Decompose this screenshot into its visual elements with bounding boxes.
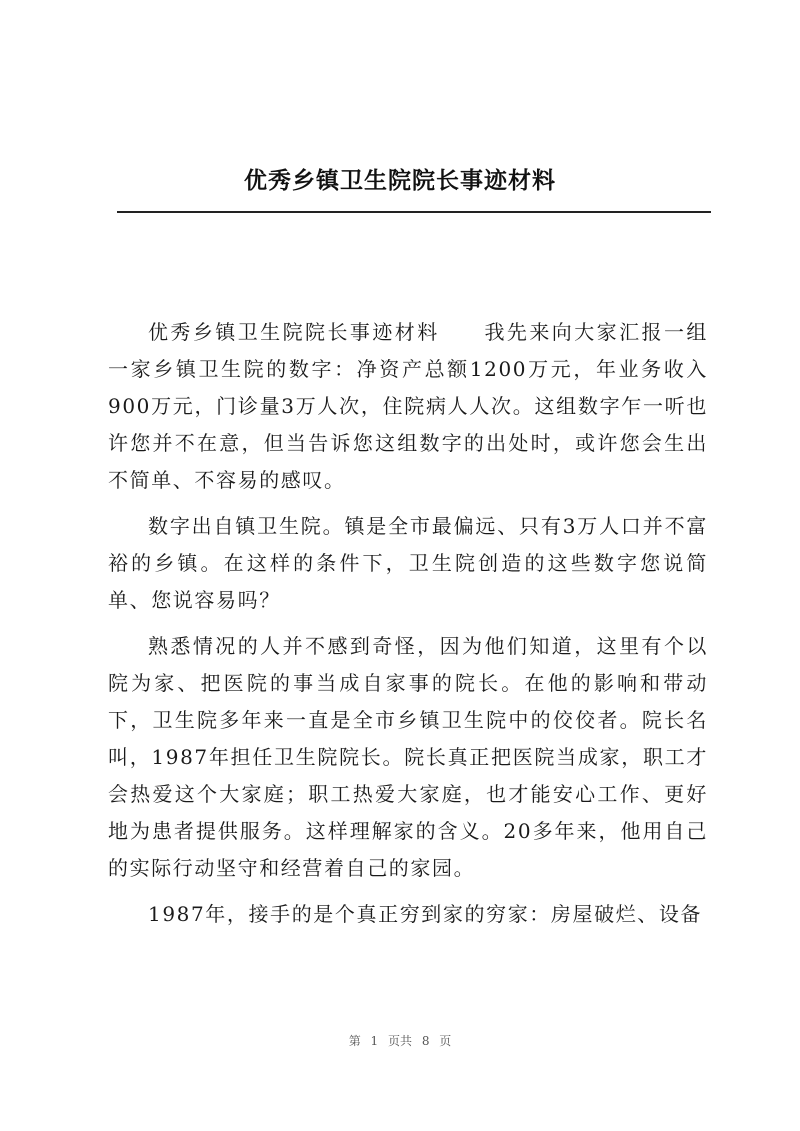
document-body — [108, 314, 708, 942]
document-title: 优秀乡镇卫生院院长事迹材料 — [244, 167, 556, 194]
paragraph: 熟悉情况的人并不感到奇怪，因为他们知道，这里有个以院为家、把医院的事当成自家事的院长。在他的影响和带动下，卫生院多年来一直是全市乡镇卫生院中的佼佼者。院长名叫，1987年担任卫生院院长。院长真正把医院当成家，职工才会热爱这个大家庭；职工热爱大家庭，也才能安心工作、更好地为患者提供服务。这样理解家的含义。20多年来，他用自己的实际行动坚守和经营着自己的家园。 — [108, 634, 708, 880]
paragraph: 数字出自镇卫生院。镇是全市最偏远、只有3万人口并不富裕的乡镇。在这样的条件下，卫生院创造的这些数字您说简单、您说容易吗？ — [108, 514, 708, 612]
title-divider — [117, 211, 711, 213]
paragraph: 优秀乡镇卫生院院长事迹材料 我先来向大家汇报一组一家乡镇卫生院的数字：净资产总额1200万元，年业务收入900万元，门诊量3万人次，住院病人人次。这组数字乍一听也许您并不在意，但当告诉您这组数字的出处时，或许您会生出不简单、不容易的感叹。 — [108, 320, 708, 492]
page-number-footer: 第 1 页共 8 页 — [348, 1034, 452, 1048]
paragraph: 1987年，接手的是个真正穷到家的穷家：房屋破烂、设备 — [148, 902, 703, 926]
